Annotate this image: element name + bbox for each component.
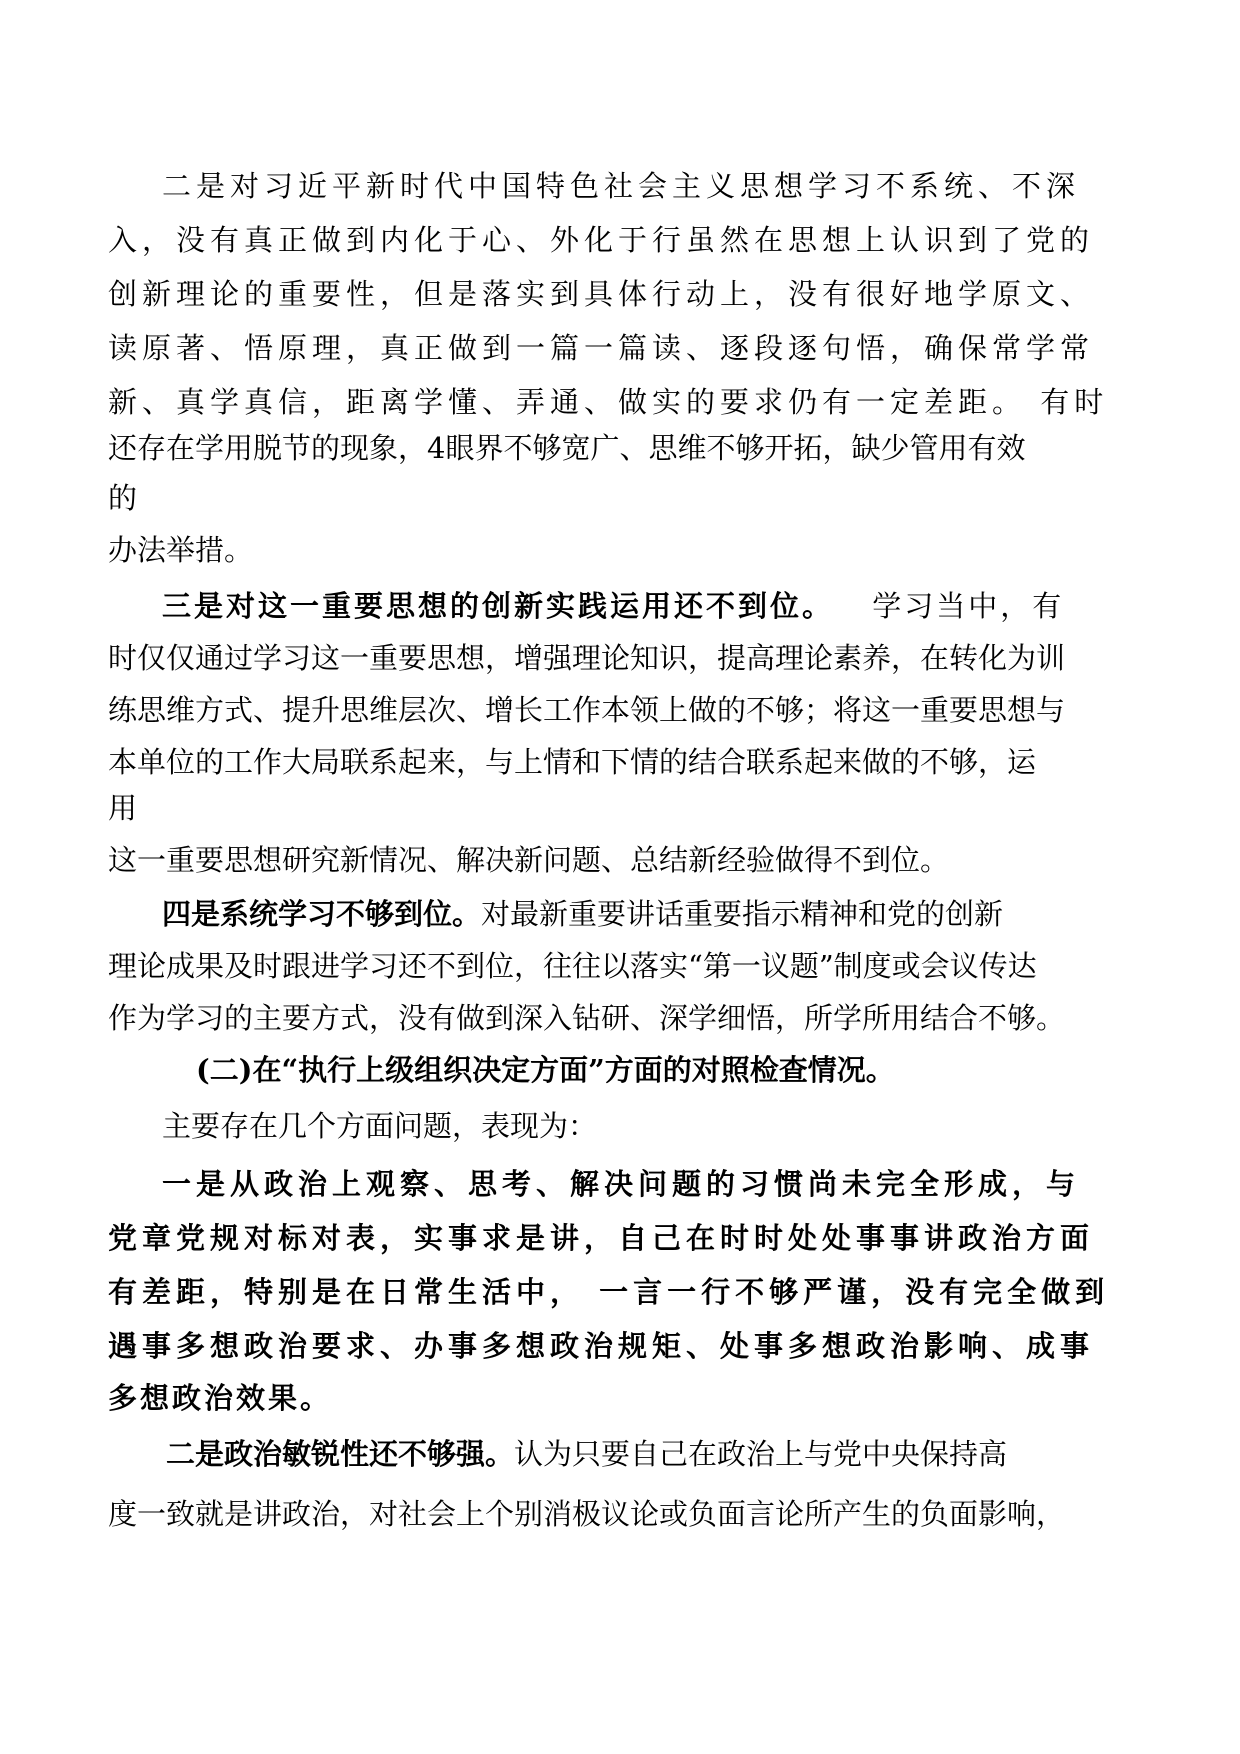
p5-heading: 二是政治敏锐性还不够强。 (166, 1437, 515, 1471)
p1-line-6: 还存在学用脱节的现象，4眼界不够宽广、思维不够开拓，缺少管用有效 (108, 431, 1026, 465)
p2-line-6: 这一重要思想研究新情况、解决新问题、总结新经验做得不到位。 (108, 843, 950, 877)
p2-line-1-text: 学习当中，有 (872, 589, 1065, 623)
p2-heading: 三是对这一重要思想的创新实践运用还不到位。 (162, 589, 835, 623)
intro-line: 主要存在几个方面问题，表现为： (162, 1109, 598, 1143)
p4-line-4: 遇事多想政治要求、办事多想政治规矩、处事多想政治影响、成事 (108, 1329, 1095, 1363)
p1-line-7: 的 (108, 481, 138, 515)
p2-line-2: 时仅仅通过学习这一重要思想，增强理论知识，提高理论素养，在转化为训 (108, 641, 1066, 675)
p2-line-3: 练思维方式、提升思维层次、增长工作本领上做的不够；将这一重要思想与 (108, 693, 1066, 727)
p3-line-1 (162, 896, 1192, 932)
p3-line-3: 作为学习的主要方式，没有做到深入钻研、深学细悟，所学所用结合不够。 (108, 1001, 1066, 1035)
p4-line-2: 党章党规对标对表，实事求是讲，自己在时时处处事事讲政治方面 (108, 1221, 1095, 1255)
p3-line-2: 理论成果及时跟进学习还不到位，往往以落实“第一议题”制度或会议传达 (108, 949, 1037, 983)
p3-line-1-text: 对最新重要讲话重要指示精神和党的创新 (481, 897, 1004, 931)
p5-line-2: 度一致就是讲政治，对社会上个别消极议论或负面言论所产生的负面影响， (108, 1497, 1066, 1531)
p1-line-4: 读原著、悟原理，真正做到一篇一篇读、逐段逐句悟，确保常学常 (108, 331, 1095, 365)
p1-line-8: 办法举措。 (108, 533, 254, 567)
p5-line-1-text: 认为只要自己在政治上与党中央保持高 (514, 1437, 1008, 1471)
p2-line-5: 用 (108, 791, 138, 825)
p4-line-3: 有差距，特别是在日常生活中， 一言一行不够严谨，没有完全做到 (108, 1275, 1110, 1309)
p1-line-5: 新、真学真信，距离学懂、弄通、做实的要求仍有一定差距。 有时 (108, 385, 1109, 419)
p3-heading: 四是系统学习不够到位。 (162, 897, 482, 931)
p2-line-1 (162, 588, 1192, 624)
p5-line-1 (166, 1436, 1196, 1472)
section-heading: (二)在“执行上级组织决定方面”方面的对照检查情况。 (196, 1053, 895, 1087)
p1-line-3: 创新理论的重要性，但是落实到具体行动上，没有很好地学原文、 (108, 277, 1095, 311)
p4-line-5: 多想政治效果。 (108, 1381, 333, 1415)
p2-line-4: 本单位的工作大局联系起来，与上情和下情的结合联系起来做的不够，运 (108, 745, 1037, 779)
p1-line-2: 入，没有真正做到内化于心、外化于行虽然在思想上认识到了党的 (108, 223, 1095, 257)
p1-line-1: 二是对习近平新时代中国特色社会主义思想学习不系统、不深 (162, 169, 1081, 203)
p4-line-1: 一是从政治上观察、思考、解决问题的习惯尚未完全形成，与 (162, 1167, 1081, 1201)
